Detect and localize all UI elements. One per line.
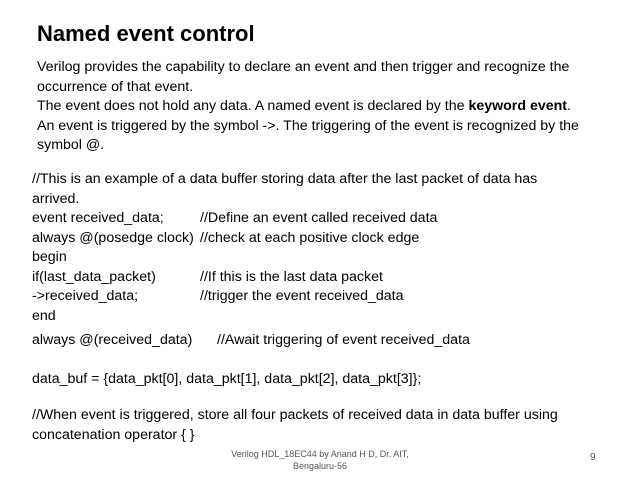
code-text: always @(received_data) <box>32 332 193 348</box>
page-number: 9 <box>590 452 596 463</box>
code-comment-intro-2: arrived. <box>32 190 80 207</box>
code-line <box>32 268 632 288</box>
code-text: begin <box>32 249 67 265</box>
code-line <box>32 307 632 327</box>
code-text: end <box>32 307 56 324</box>
code-line <box>32 209 632 229</box>
intro-paragraph-1: Verilog provides the capability to declare an event and then trigger and recognize the occurrence of that event. <box>37 59 570 95</box>
code-text: always @(posedge clock) <box>32 229 194 246</box>
code-comment-intro-1: //This is an example of a data buffer storing data after the last packet of data has <box>32 171 538 187</box>
code-line <box>32 287 632 307</box>
code-comment: //Define an event called received data <box>200 210 438 226</box>
footer-line-2: Bengaluru-56 <box>292 461 348 471</box>
keyword-event-bold: keyword event <box>468 98 568 114</box>
footer-line-1: Verilog HDL_18EC44 by Anand H D, Dr. AIT, <box>231 449 409 459</box>
code-data-buf-line <box>32 370 632 390</box>
slide-title: Named event control <box>37 21 255 46</box>
code-block-main <box>32 170 632 326</box>
code-line <box>32 229 632 249</box>
code-text: ->received_data; <box>32 288 139 304</box>
code-comment: //trigger the event received_data <box>200 288 404 304</box>
intro-text <box>37 58 617 156</box>
intro-p2-end: . <box>567 98 571 114</box>
code-text: if(last_data_packet) <box>32 268 156 285</box>
code-text: event received_data; <box>32 210 164 226</box>
code-line <box>32 331 632 351</box>
code-comment: //If this is the last data packet <box>200 268 383 285</box>
code-line <box>32 248 632 268</box>
code-comment-end-1: //When event is triggered, store all four packets of received data in data buffer using <box>32 407 558 423</box>
code-comment-end <box>32 406 632 445</box>
intro-paragraph-3: An event is triggered by the symbol ->. The triggering of the event is recognized by the symbol @. <box>37 117 579 153</box>
intro-paragraph-2 <box>37 97 617 117</box>
code-text: data_buf = {data_pkt[0], data_pkt[1], data_pkt[2], data_pkt[3]}; <box>32 371 422 387</box>
code-comment: //Await triggering of event received_data <box>217 332 470 348</box>
slide-footer <box>220 448 420 472</box>
code-comment-end-2: concatenation operator { } <box>32 426 195 443</box>
intro-p2-text: The event does not hold any data. A named event is declared by the <box>37 98 469 114</box>
code-always-line <box>32 331 632 351</box>
code-comment: //check at each positive clock edge <box>200 229 420 246</box>
